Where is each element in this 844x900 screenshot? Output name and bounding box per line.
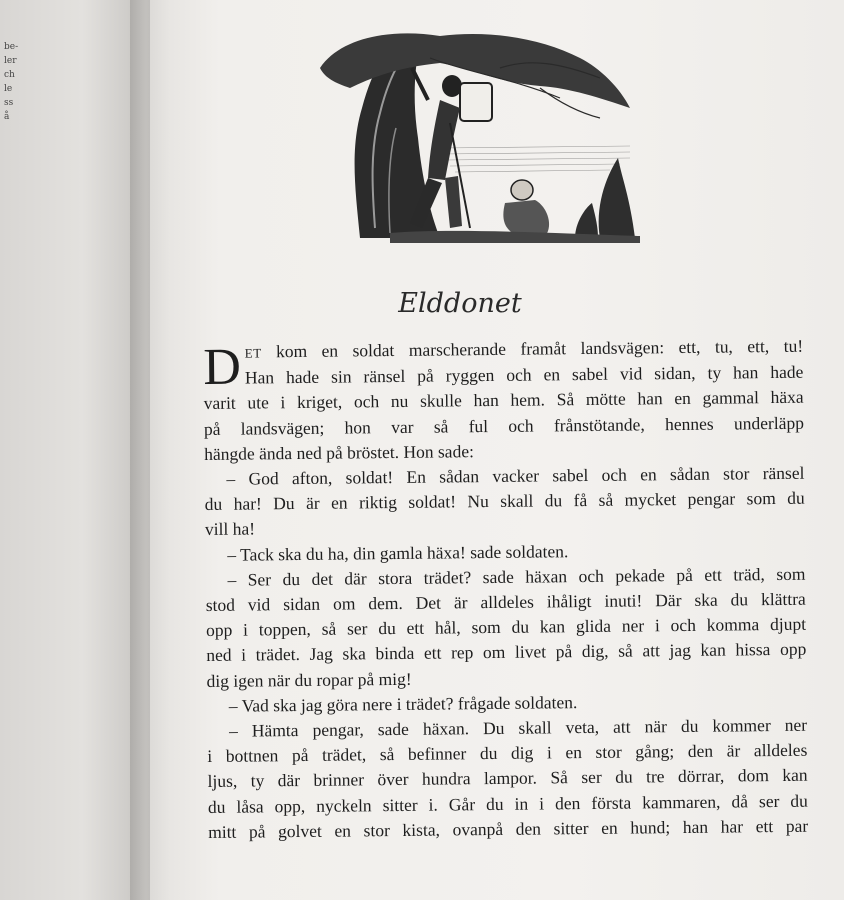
book-gutter	[130, 0, 170, 900]
chapter-title: Elddonet	[398, 288, 522, 319]
margin-fragment: å	[4, 112, 10, 122]
text-line: mitt på golvet en stor kista, ovanpå den sitter en hund; han har ett par	[208, 815, 809, 842]
paragraph-4	[205, 562, 806, 694]
paragraph-2	[204, 461, 805, 543]
woodcut-soldier-climbing-tree-icon	[300, 28, 660, 243]
text-line: – Ser du det där stora trädet? sade häxan och pekade på ett träd, som	[227, 563, 806, 590]
text-line: ET kom en soldat marscherande framåt landsvägen: ett, tu, ett, tu!	[244, 335, 804, 362]
text-line: du låsa opp, nyckeln sitter i. Går du in i den första kammaren, då ser du	[207, 790, 808, 817]
small-caps-word: ET	[244, 345, 262, 361]
text-line: dig igen när du ropar på mig!	[206, 668, 412, 691]
text-line: hängde ända ned på bröstet. Hon sade:	[204, 440, 475, 464]
margin-fragment: le	[4, 84, 13, 94]
text-line: ned i trädet. Jag ska binda ett rep om livet på dig, så att jag kan hissa opp	[206, 639, 807, 666]
drop-cap: D	[202, 338, 242, 396]
paragraph-1	[203, 334, 804, 467]
margin-fragment: ch	[4, 70, 15, 80]
text-line: – Vad ska jag göra nere i trädet? frågade soldaten.	[228, 691, 578, 716]
text-line: opp i toppen, så ser du ett hål, som du kan glida ner i och komma djupt	[205, 613, 807, 641]
left-page	[0, 0, 150, 900]
text-line: – Hämta pengar, sade häxan. Du skall veta, att när du kommer ner	[228, 714, 808, 741]
text-line: – Tack ska du ha, din gamla häxa! sade soldaten.	[227, 540, 569, 565]
margin-fragment: be-	[4, 42, 19, 52]
margin-fragment: ss	[4, 98, 14, 108]
left-page-text-fragments	[4, 40, 24, 124]
margin-fragment: ler	[4, 56, 17, 66]
text-line: på landsvägen; hon var så ful och frånstötande, hennes underläpp	[203, 412, 804, 439]
text-line: ljus, ty där brinner över hundra lampor. Så ser du tre dörrar, dom kan	[207, 765, 808, 792]
text-line: Han hade sin ränsel på ryggen och en sabel vid sidan, ty han hade	[244, 361, 804, 388]
text-line: varit ute i kriget, och nu skulle han hem. Så mötte han en gammal häxa	[203, 387, 804, 414]
text-line: – God afton, soldat! En sådan vacker sabel och en sådan stor ränsel	[226, 462, 805, 489]
paragraph-6	[207, 713, 808, 845]
text-line: vill ha!	[204, 518, 256, 540]
text-line: i bottnen på trädet, så befinner du dig i en stor gång; den är alldeles	[207, 739, 808, 767]
story-text	[203, 334, 808, 845]
text-line: stod vid sidan om dem. Det är alldeles ihåligt inuti! Där ska du klättra	[205, 588, 806, 616]
text-line: du har! Du är en riktig soldat! Nu skall du få så mycket pengar som du	[204, 487, 805, 515]
